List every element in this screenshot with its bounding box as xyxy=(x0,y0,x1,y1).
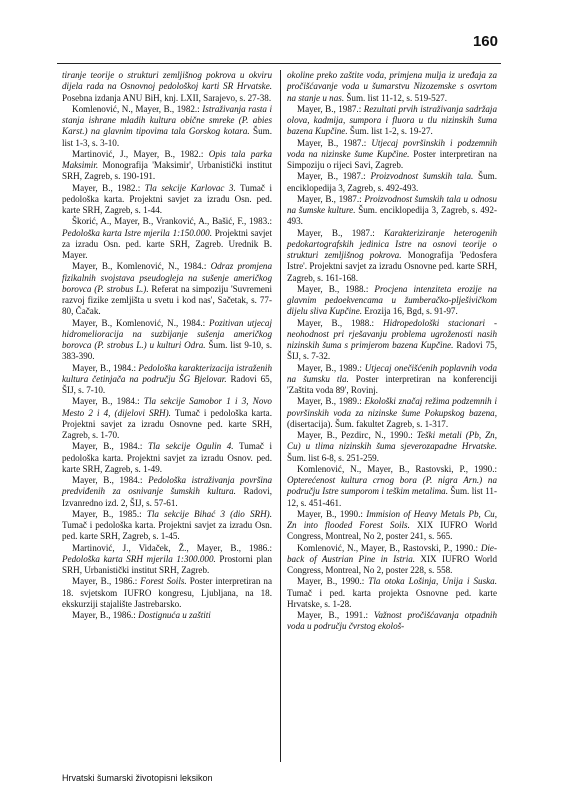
entry-title: Tla sekcije Ogulin 4. xyxy=(147,441,234,452)
bibliography-entry xyxy=(287,430,497,464)
bibliography-entry xyxy=(287,396,497,430)
entry-authors: Martinović, J., Vidaček, Ž., Mayer, B., 1986.: xyxy=(72,542,272,553)
entry-source: Referat na simpoziju 'Suvremeni razvoj fizike zemljišta u svetu i kod nas', Sačetak, s. 77-80, Čačak. xyxy=(62,283,272,317)
entry-source: XIX IUFRO World Congress, Montreal, No 2, poster 228, s. 558. xyxy=(287,553,497,575)
entry-title: Važnost pročišćavanja otpadnih voda u području čvrstog ekološ- xyxy=(287,610,497,632)
bibliography-entry xyxy=(62,183,272,217)
bibliography-entry xyxy=(287,194,497,228)
entry-authors: Mayer, B., 1987.: xyxy=(297,193,365,204)
entry-title: Utjecaj onečišćenih poplavnih voda na šumsku tla. xyxy=(287,362,497,384)
bibliography-entry xyxy=(62,543,272,577)
entry-source: Projektni savjet za izradu Osn. ped. karte SRH, Zagreb. Urednik B. Mayer. xyxy=(62,227,272,260)
entry-authors: Mayer, B., 1984.: xyxy=(72,362,139,373)
entry-source: Šum. list 6-8, s. 251-259. xyxy=(287,452,379,463)
entry-title: Die-back of Austrian Pine in Istria. xyxy=(287,542,497,564)
entry-authors: Mayer, B., 1986.: xyxy=(72,610,139,620)
entry-source: Tumač i pedološka karta. Projektni savjet za izradu Osnovne ped. karte SRH, Zagreb, s. 1-70. xyxy=(62,407,272,440)
entry-authors: Mayer, B., Komlenović, N., 1984.: xyxy=(72,261,211,272)
entry-source: Šum. list 11-12, s. 519-527. xyxy=(344,92,448,103)
entry-authors: Mayer, B., 1984.: xyxy=(72,396,144,407)
entry-source: Poster interpretiran na 18. svjetskom IUFRO kongresu, Ljubljana, na 18. ekskurziji stajalište Jastrebarsko. xyxy=(62,576,272,609)
bibliography-entry xyxy=(62,261,272,317)
entry-title: Pedološka karta SRH mjerila 1:300.000. xyxy=(62,553,216,564)
entry-title: Istraživanja rasta i stanja ishrane mladih kultura obične smreke (P. abies Karst.) na glavnim tipovima tala Gorskog kotara. xyxy=(62,103,272,137)
bibliography-entry xyxy=(287,464,497,509)
entry-source: Šum. list 1-2, s. 19-27. xyxy=(347,126,433,137)
entry-title: Rezultati prvih istraživanja sadržaja olova, kadmija, sumpora i fluora u tlu nizinskih šuma bazena Kupčine. xyxy=(287,103,497,137)
entry-authors: Mayer, B., 1984.: xyxy=(72,441,148,452)
entry-title: Karakteriziranje heterogenih pedokartografskih jedinica Istre na osnovi teorije o strukturi zemljišnog pokrova. xyxy=(287,227,497,260)
entry-title: Odraz promjena fizikalnih svojstava pseudogleja na sušenje američkog borovca (P. strobus L.). xyxy=(62,261,273,294)
entry-authors: Mayer, B., 1988.: xyxy=(297,317,383,328)
entry-source: Tumač i pedološka karta. Projektni savjet za izradu Osn. ped. karte SRH, Zagreb, s. 1-45. xyxy=(62,520,272,542)
entry-source: Radovi 65, ŠIJ, s. 7-10. xyxy=(62,373,272,395)
entry-title: Tla otoka Lošinja, Unija i Suska. xyxy=(368,576,497,587)
bibliography-entry xyxy=(287,171,497,194)
entry-authors: Mayer, B., 1989.: xyxy=(297,396,365,407)
entry-source: Tumač i pedološka karta. Projektni savjet za izradu Osnov. ped. karte SRH, Zagreb, s. 1-49. xyxy=(62,441,272,474)
entry-source: Poster interpretiran na Simpoziju o rijeci Savi, Zagreb. xyxy=(287,148,497,170)
entry-authors: Mayer, B., 1985.: xyxy=(72,508,147,519)
entry-title: tiranje teorije o strukturi zemljišnog pokrova u okviru dijela rada na Osnovnoj pedološkoj karti SR Hrvatske. xyxy=(62,70,272,92)
entry-source: Prostorni plan SRH, Urbanistički institut SRH, Zagreb. xyxy=(62,553,272,575)
entry-authors: Mayer, B., Pezdirc, N., 1990.: xyxy=(297,430,417,440)
entry-source: Radovi, Izvanredno izd. 2, ŠIJ, s. 57-61. xyxy=(62,486,272,508)
entry-title: Proizvodnost šumskih tala u odnosu na šumske kulture. xyxy=(287,193,497,215)
entry-title: Pozitivan utjecaj hidromelioracija na suzbijanje sušenja američkog borovca (P. strobus L.) u kulturi Odra. xyxy=(62,317,272,350)
entry-source: Posebna izdanja ANU BiH, knj. LXII, Sarajevo, s. 27-38. xyxy=(62,92,272,103)
entry-source: XIX IUFRO World Congress, Montreal, No 2, poster 241, s. 565. xyxy=(287,520,497,542)
entry-authors: Komlenović, N., Mayer, B., Rastovski, P., 1990.: xyxy=(297,463,497,474)
bibliography-entry xyxy=(62,441,272,475)
entry-authors: Mayer, B., 1990.: xyxy=(297,508,367,519)
bibliography-entry xyxy=(287,138,497,172)
bibliography-entry xyxy=(62,318,272,363)
entry-authors: Mayer, B., 1987.: xyxy=(297,137,372,148)
page-number: 160 xyxy=(472,33,498,50)
entry-title: Tla sekcije Bihać 3 (dio SRH). xyxy=(146,508,272,519)
entry-source: Tumač i ped. karta projekta Osnovne ped. karte Hrvatske, s. 1-28. xyxy=(287,587,497,609)
bibliography-entry xyxy=(62,475,272,509)
bibliography-entry xyxy=(287,610,497,633)
bibliography-entry xyxy=(287,576,497,610)
entry-title: Dostignuća u zaštiti xyxy=(138,610,211,620)
entry-authors: Mayer, B., 1991.: xyxy=(297,610,374,620)
bibliography-entry xyxy=(62,70,272,104)
bibliography-entry xyxy=(287,363,497,397)
bibliography-entry xyxy=(287,228,497,284)
entry-source: Šum. list 9-10, s. 383-390. xyxy=(62,340,272,362)
entry-source: Erozija 16, Bgd, s. 91-97. xyxy=(362,306,458,317)
footer-title: Hrvatski šumarski životopisni leksikon xyxy=(62,773,213,783)
header-rule xyxy=(57,63,501,64)
bibliography-entry xyxy=(62,363,272,397)
entry-title: Hidropedološki stacionari - neohodnost pri rješavanju problema ugroženosti nasih nizinskih šuma s primjerom bazena Kupčine. xyxy=(287,317,497,350)
entry-authors: Komlenović, N., Mayer, B., Rastovski, P., 1990.: xyxy=(297,542,481,553)
entry-authors: Mayer, B., 1986.: xyxy=(72,576,141,587)
bibliography-entry xyxy=(62,576,272,610)
entry-title: Immision of Heavy Metals Pb, Cu, Zn into flooded Forest Soils. xyxy=(287,508,497,530)
entry-title: Utjecaj površinskih i podzemnih voda na nizinske šume Kupčine. xyxy=(287,137,497,159)
entry-title: Pedološka karta Istre mjerila 1:150.000. xyxy=(62,227,212,238)
entry-title: Procjena intenziteta erozije na glavnim pedoekvencama u žumberačko-plješivičkom dijelu sliva Kupčine. xyxy=(287,283,497,317)
entry-title: Teški metali (Pb, Zn, Cu) u tlima nizinskih šuma sjeverozapadne Hrvatske. xyxy=(287,430,498,452)
entry-title: Tla sekcije Karlovac 3. xyxy=(144,182,236,193)
entry-authors: Mayer, B., 1982.: xyxy=(72,182,145,193)
bibliography-entry xyxy=(287,104,497,138)
entry-authors: Mayer, B., 1988.: xyxy=(297,283,375,294)
left-column xyxy=(62,70,272,621)
entry-authors: Mayer, B., 1984.: xyxy=(72,475,149,485)
entry-title: Ekološki značaj režima podzemnih i površinskih voda za nizinske šume Pokupskog bazena, xyxy=(287,396,497,418)
entry-title: Pedološka istraživanja površina predviđenih za osnivanje šumskih kultura. xyxy=(62,475,272,497)
bibliography-entry xyxy=(62,104,272,149)
entry-authors: Komlenović, N., Mayer, B., 1982.: xyxy=(72,103,203,114)
entry-authors: Mayer, B., 1987.: xyxy=(297,227,385,238)
entry-title: Forest Soils. xyxy=(140,576,187,587)
entry-authors: Škorić, A., Mayer, B., Vranković, A., Bašić, F., 1983.: xyxy=(72,216,272,227)
entry-title: Pedološka karakterizacija istraženih kultura četinjača na području ŠG Bjelovar. xyxy=(62,362,272,384)
bibliography-entry xyxy=(62,216,272,261)
bibliography-entry xyxy=(62,509,272,543)
entry-title: Opterećenost kultura crnog bora (P. nigra Arn.) na području Istre sumporom i teškim metalima. xyxy=(287,475,497,497)
bibliography-entry xyxy=(62,149,272,183)
entry-source: (disertacija). Šum. fakultet Zagreb, s. 1-317. xyxy=(287,418,449,429)
bibliography-entry xyxy=(287,318,497,363)
entry-authors: Mayer, B., 1987.: xyxy=(297,171,371,182)
bibliography-entry xyxy=(62,396,272,441)
entry-title: okoline preko zaštite voda, primjena mulja iz uređaja za pročišćavanje voda u šumarstvu Nizozemske s osvrtom na stanje u nas. xyxy=(287,70,497,103)
entry-source: Tumač i pedološka karta. Projektni savjet za izradu Osn. ped. karte SRH, Zagreb, s. 1-44. xyxy=(62,182,272,215)
entry-source: Šum. enciklopedija 3, Zagreb, s. 492-493. xyxy=(287,205,497,227)
bibliography-entry xyxy=(287,284,497,318)
entry-source: Šum. list 1-3, s. 3-10. xyxy=(62,126,272,148)
entry-source: Poster interpretiran na konferenciji 'Zaštita voda 89', Rovinj. xyxy=(287,373,497,395)
entry-authors: Mayer, B., 1987.: xyxy=(297,103,364,114)
entry-authors: Mayer, B., 1989.: xyxy=(297,362,365,373)
right-column xyxy=(287,70,497,633)
bibliography-entry xyxy=(287,70,497,104)
entry-authors: Martinović, J., Mayer, B., 1982.: xyxy=(72,148,209,159)
entry-source: Radovi 75, ŠIJ, s. 7-32. xyxy=(287,340,497,362)
entry-source: Monografija 'Maksimir', Urbanistički institut SRH, Zagreb, s. 190-191. xyxy=(62,160,272,182)
bibliography-entry xyxy=(287,543,497,577)
entry-source: Šum. enciklopedija 3, Zagreb, s. 492-493. xyxy=(287,171,497,193)
entry-source: Monografija 'Pedosfera Istre'. Projektni savjet za izradu Osnovne ped. karte SRH, Zagreb, s. 161-168. xyxy=(287,250,498,283)
entry-title: Proizvodnost šumskih tala. xyxy=(370,171,474,182)
entry-authors: Mayer, B., Komlenović, N., 1984.: xyxy=(72,317,210,328)
bibliography-entry xyxy=(62,610,272,621)
entry-title: Tla sekcije Samobor 1 i 3, Novo Mesto 2 i 4, (dijelovi SRH). xyxy=(62,396,272,418)
column-divider xyxy=(280,70,281,762)
entry-source: Šum. list 11-12, s. 451-461. xyxy=(287,486,497,508)
entry-title: Opis tala parka Maksimir. xyxy=(62,148,272,170)
entry-authors: Mayer, B., 1990.: xyxy=(297,576,369,587)
bibliography-entry xyxy=(287,509,497,543)
